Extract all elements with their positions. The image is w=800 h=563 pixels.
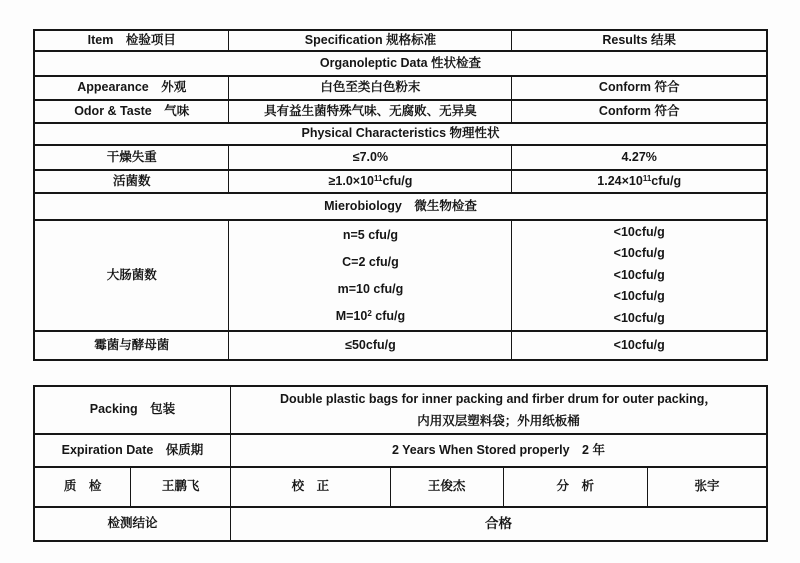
coliform-spec-M-unit: cfu/g	[371, 308, 406, 323]
conclusion-row	[34, 507, 767, 541]
coliform-row	[34, 220, 767, 331]
packing-value-line-en: Double plastic bags for inner packing and firber drum for outer packing，	[280, 392, 717, 406]
viable-count-spec-unit: cfu/g	[382, 173, 413, 188]
header-specification: Specification 规格标准	[229, 30, 512, 51]
table-header-row	[34, 30, 767, 51]
section-title-microbiology: Mierobiology 微生物检查	[34, 193, 767, 220]
mold-yeast-result: <10cfu/g	[512, 331, 767, 360]
loss-on-drying-row	[34, 145, 767, 170]
viable-count-item: 活菌数	[34, 170, 229, 193]
section-row-microbiology	[34, 193, 767, 220]
odor-taste-row	[34, 100, 767, 123]
coliform-result-line: <10cfu/g	[613, 310, 665, 325]
coliform-spec-line-n: n=5 cfu/g	[342, 227, 399, 242]
mold-yeast-row	[34, 331, 767, 360]
coliform-spec-M-base: M=10	[335, 308, 368, 323]
coliform-spec-line-M	[231, 303, 509, 330]
coliform-spec-line-m: m=10 cfu/g	[337, 281, 404, 296]
analysis-name: 张宇	[647, 467, 767, 507]
mold-yeast-spec: ≤50cfu/g	[229, 331, 512, 360]
viable-count-spec	[229, 170, 512, 193]
viable-count-spec-exponent: 11	[374, 174, 383, 184]
section-title-organoleptic: Organoleptic Data 性状检查	[34, 51, 767, 76]
viable-count-row	[34, 170, 767, 193]
odor-taste-item: Odor & Taste 气味	[34, 100, 229, 123]
packing-info-table	[33, 385, 768, 542]
coliform-spec-M-exponent: 2	[367, 308, 372, 318]
proofread-label: 校 正	[230, 467, 390, 507]
expiration-value: 2 Years When Stored properly 2 年	[230, 434, 767, 467]
viable-count-result	[512, 170, 767, 193]
coliform-result-line: <10cfu/g	[613, 267, 665, 282]
appearance-spec: 白色至类白色粉末	[229, 76, 512, 100]
packing-value-cell	[230, 386, 767, 434]
viable-count-result-unit: cfu/g	[651, 173, 682, 188]
coliform-result-line: <10cfu/g	[613, 246, 665, 261]
coliform-spec-cell	[229, 220, 512, 331]
coliform-result-line: <10cfu/g	[613, 224, 665, 239]
section-row-physical	[34, 123, 767, 145]
expiration-row	[34, 434, 767, 467]
viable-count-spec-base: ≥1.0×10	[328, 173, 374, 188]
proofread-name: 王俊杰	[390, 467, 503, 507]
signature-row	[34, 467, 767, 507]
viable-count-result-base: 1.24×10	[597, 173, 643, 188]
conclusion-label: 检测结论	[34, 507, 230, 541]
packing-row	[34, 386, 767, 434]
odor-taste-result: Conform 符合	[512, 100, 767, 123]
coa-table	[33, 29, 768, 361]
coliform-spec-line-c: C=2 cfu/g	[342, 254, 399, 269]
loss-on-drying-item: 干燥失重	[34, 145, 229, 170]
qc-label: 质 检	[34, 467, 131, 507]
header-results: Results 结果	[512, 30, 767, 51]
loss-on-drying-result: 4.27%	[512, 145, 767, 170]
odor-taste-spec: 具有益生菌特殊气味、无腐败、无异臭	[229, 100, 512, 123]
loss-on-drying-spec: ≤7.0%	[229, 145, 512, 170]
coliform-result-cell	[512, 220, 767, 331]
viable-count-result-exponent: 11	[642, 174, 652, 184]
section-row-organoleptic	[34, 51, 767, 76]
qc-name: 王鹏飞	[131, 467, 231, 507]
appearance-result: Conform 符合	[512, 76, 767, 100]
mold-yeast-item: 霉菌与酵母菌	[34, 331, 229, 360]
section-title-physical: Physical Characteristics 物理性状	[34, 123, 767, 145]
appearance-row	[34, 76, 767, 100]
coliform-result-line: <10cfu/g	[613, 289, 665, 304]
conclusion-value: 合格	[230, 507, 767, 541]
expiration-label: Expiration Date 保质期	[34, 434, 230, 467]
header-item: Item 检验项目	[34, 30, 229, 51]
coliform-item: 大肠菌数	[34, 220, 229, 331]
appearance-item: Appearance 外观	[34, 76, 229, 100]
packing-label: Packing 包装	[34, 386, 230, 434]
packing-value-line-cn: 内用双层塑料袋；外用纸板桶	[417, 414, 580, 428]
analysis-label: 分 析	[503, 467, 647, 507]
